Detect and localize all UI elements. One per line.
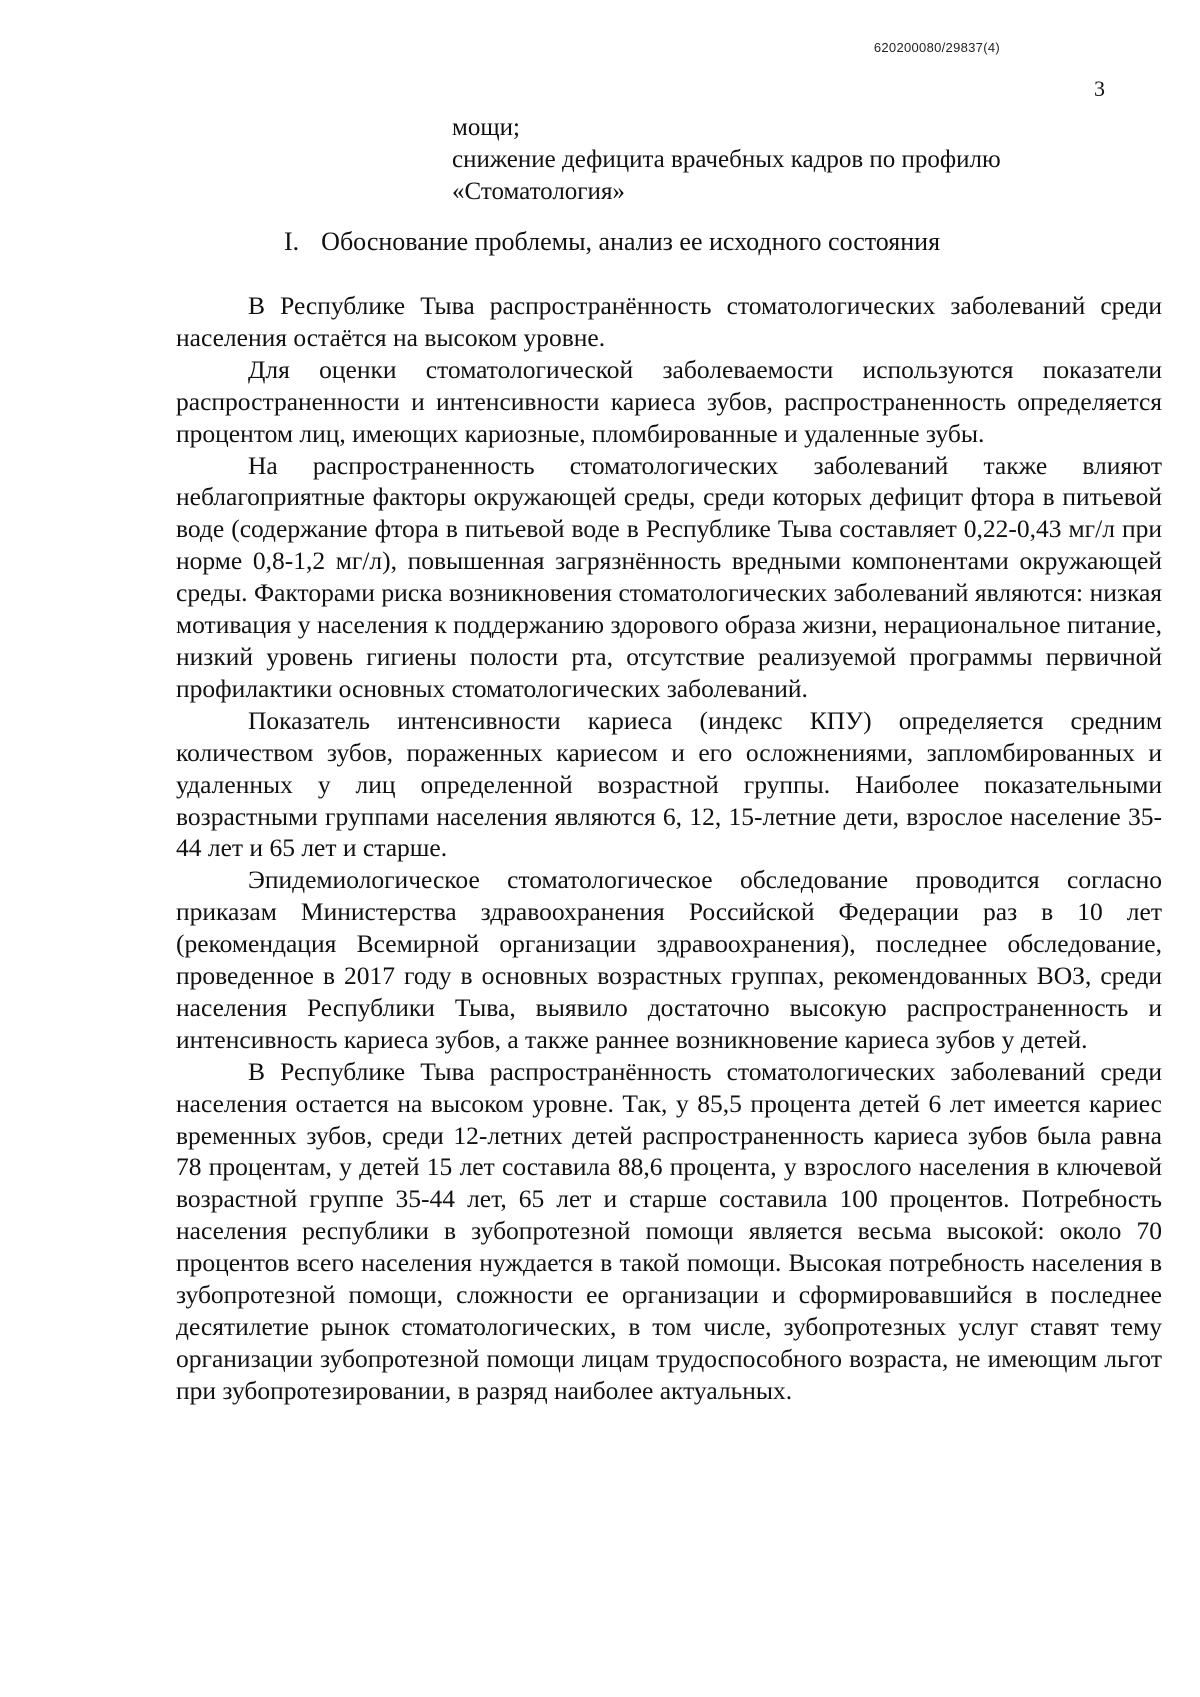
- document-id: 620200080/29837(4): [873, 40, 1000, 55]
- section-heading: [284, 225, 940, 259]
- continued-list: [452, 112, 1152, 208]
- paragraph: В Республике Тыва распространённость стоматологических заболеваний среди населения остаётся на высоком уровне.: [176, 291, 1162, 352]
- continued-list-line: мощи;: [452, 114, 520, 141]
- paragraph: Показатель интенсивности кариеса (индекс КПУ) определяется средним количеством зубов, пораженных кариесом и его осложнениями, запломбированных и удаленных у лиц определенной возрастной группы. Наиболее показательными возрастными группами населения являются 6, 12, 15-летние дети, взрослое население 35-44 лет и 65 лет и старше.: [176, 705, 1162, 863]
- body-text: [176, 290, 1162, 1407]
- paragraph: Для оценки стоматологической заболеваемости используются показатели распространенности и интенсивности кариеса зубов, распространенность определяется процентом лиц, имеющих кариозные, пломбированные и удаленные зубы.: [176, 354, 1162, 448]
- section-number: I.: [284, 227, 300, 256]
- continued-list-line: снижение дефицита врачебных кадров по профилю «Стоматология»: [452, 146, 1001, 205]
- page-number: 3: [1094, 76, 1105, 101]
- paragraph: Эпидемиологическое стоматологическое обследование проводится согласно приказам Министерства здравоохранения Российской Федерации раз в 10 лет (рекомендация Всемирной организации здравоохранения), последнее обследование, проведенное в 2017 году в основных возрастных группах, рекомендованных ВОЗ, среди населения Республики Тыва, выявило достаточно высокую распространенность и интенсивность кариеса зубов, а также раннее возникновение кариеса зубов у детей.: [176, 865, 1162, 1054]
- paragraph: На распространенность стоматологических заболеваний также влияют неблагоприятные факторы окружающей среды, среди которых дефицит фтора в питьевой воде (содержание фтора в питьевой воде в Республике Тыва составляет 0,22-0,43 мг/л при норме 0,8-1,2 мг/л), повышенная загрязнённость вредными компонентами окружающей среды. Факторами риска возникновения стоматологических заболеваний являются: низкая мотивация у населения к поддержанию здорового образа жизни, нерациональное питание, низкий уровень гигиены полости рта, отсутствие реализуемой программы первичной профилактики основных стоматологических заболеваний.: [176, 450, 1162, 703]
- paragraph: В Республике Тыва распространённость стоматологических заболеваний среди населения остается на высоком уровне. Так, у 85,5 процента детей 6 лет имеется кариес временных зубов, среди 12-летних детей распространенность кариеса зубов была равна 78 процентам, у детей 15 лет составила 88,6 процента, у взрослого населения в ключевой возрастной группе 35-44 лет, 65 лет и старше составила 100 процентов. Потребность населения республики в зубопротезной помощи является весьма высокой: около 70 процентов всего населения нуждается в такой помощи. Высокая потребность населения в зубопротезной помощи, сложности ее организации и сформировавшийся в последнее десятилетие рынок стоматологических, в том числе, зубопротезных услуг ставят тему организации зубопротезной помощи лицам трудоспособного возраста, не имеющим льгот при зубопротезировании, в разряд наиболее актуальных.: [176, 1056, 1162, 1405]
- section-title: Обоснование проблемы, анализ ее исходного состояния: [321, 227, 941, 256]
